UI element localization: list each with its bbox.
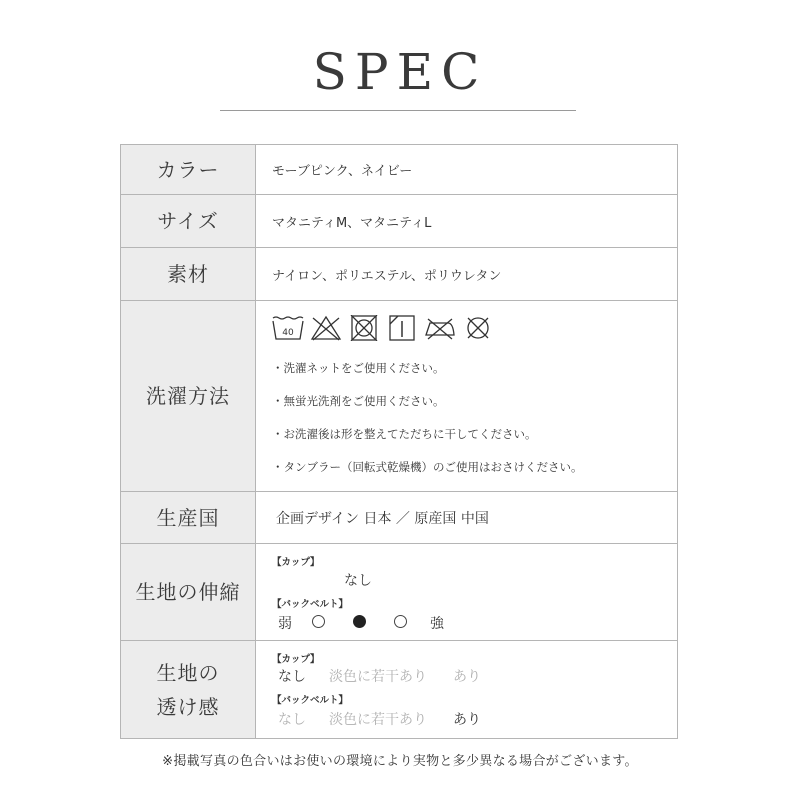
washing-value bbox=[256, 301, 677, 491]
wash-note-net: ・洗濯ネットをご使用ください。 bbox=[272, 361, 445, 375]
row-material bbox=[121, 248, 677, 301]
sheer-label-line1: 生地の bbox=[156, 660, 220, 685]
sheer-belt-option: 淡色に若干あり bbox=[329, 712, 427, 728]
sheer-label-line2: 透け感 bbox=[156, 694, 220, 719]
row-sheer bbox=[121, 641, 677, 739]
title-divider bbox=[220, 110, 576, 111]
no-iron-icon bbox=[424, 315, 456, 341]
color-label: カラー bbox=[121, 145, 256, 194]
stretch-belt-label: 【バックベルト】 bbox=[272, 599, 349, 610]
size-label: サイズ bbox=[121, 195, 256, 247]
row-origin bbox=[121, 492, 677, 544]
sheer-value bbox=[256, 641, 677, 738]
row-color bbox=[121, 145, 677, 195]
stretch-scale-dot bbox=[353, 615, 366, 628]
washing-label: 洗濯方法 bbox=[121, 301, 256, 491]
origin-label: 生産国 bbox=[121, 492, 256, 543]
sheer-cup-option: あり bbox=[453, 669, 481, 685]
wash-note-tumbler: ・タンブラー（回転式乾燥機）のご使用はおさけください。 bbox=[272, 460, 583, 474]
wash-temp-text: 40 bbox=[282, 328, 294, 338]
stretch-label: 生地の伸縮 bbox=[121, 544, 256, 640]
care-symbols bbox=[272, 313, 677, 343]
stretch-value bbox=[256, 544, 677, 640]
sheer-label bbox=[121, 641, 256, 738]
wash-note-drying: ・お洗濯後は形を整えてただちに干してください。 bbox=[272, 427, 537, 441]
spec-title: SPEC bbox=[312, 43, 488, 101]
disclaimer-footnote: ※掲載写真の色合いはお使いの環境により実物と多少異なる場合がございます。 bbox=[162, 754, 638, 769]
sheer-belt-option: なし bbox=[278, 712, 306, 728]
no-tumble-dry-icon bbox=[348, 315, 380, 341]
stretch-scale-dot bbox=[312, 615, 325, 628]
sheer-cup-option: なし bbox=[278, 669, 306, 685]
stretch-cup-value: なし bbox=[344, 573, 372, 589]
stretch-cup-label: 【カップ】 bbox=[272, 557, 320, 568]
sheer-belt-option: あり bbox=[453, 712, 481, 728]
spec-table bbox=[120, 144, 678, 739]
no-dry-clean-icon bbox=[462, 315, 494, 341]
sheer-belt-label: 【バックベルト】 bbox=[272, 695, 349, 706]
sheer-cup-label: 【カップ】 bbox=[272, 654, 320, 665]
no-bleach-icon bbox=[310, 315, 342, 341]
stretch-scale-dot bbox=[394, 615, 407, 628]
wash-note-detergent: ・無蛍光洗剤をご使用ください。 bbox=[272, 394, 445, 408]
row-stretch bbox=[121, 544, 677, 641]
material-value: ナイロン、ポリエステル、ポリウレタン bbox=[272, 268, 502, 284]
sheer-cup-option: 淡色に若干あり bbox=[329, 669, 427, 685]
color-value: モーブピンク、ネイビー bbox=[272, 164, 413, 179]
wash-40-icon bbox=[272, 315, 304, 341]
size-value: マタニティM、マタニティL bbox=[272, 215, 432, 231]
material-label: 素材 bbox=[121, 248, 256, 300]
origin-value: 企画デザイン 日本 ／ 原産国 中国 bbox=[276, 510, 489, 527]
row-washing bbox=[121, 301, 677, 492]
line-dry-shade-icon bbox=[386, 315, 418, 341]
row-size bbox=[121, 195, 677, 248]
stretch-scale-low: 弱 bbox=[278, 616, 292, 632]
stretch-scale-high: 強 bbox=[430, 616, 444, 632]
